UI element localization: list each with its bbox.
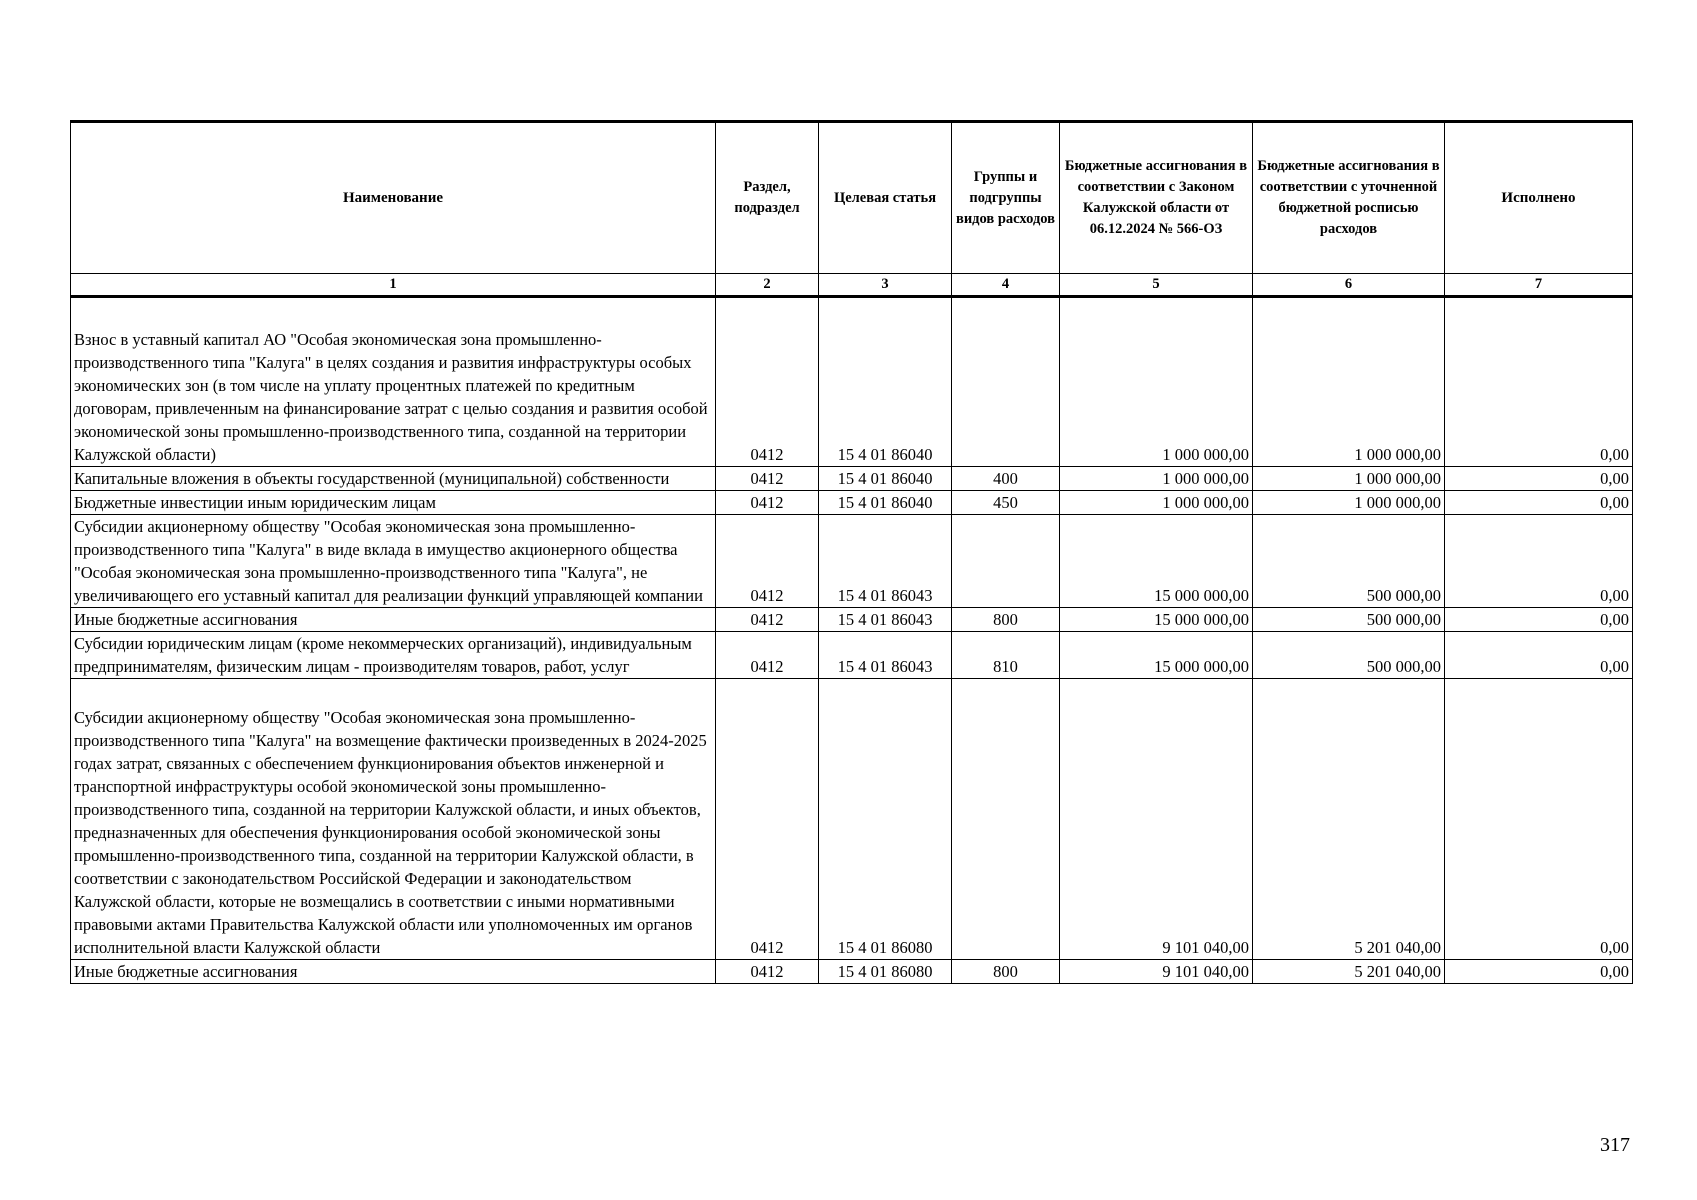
- row-law-amount: 1 000 000,00: [1060, 491, 1253, 515]
- row-executed-amount: 0,00: [1445, 679, 1633, 960]
- budget-table: [70, 120, 1633, 984]
- row-target: 15 4 01 86043: [819, 608, 952, 632]
- row-target: 15 4 01 86043: [819, 632, 952, 679]
- row-law-amount: 1 000 000,00: [1060, 467, 1253, 491]
- header-target: Целевая статья: [819, 122, 952, 274]
- row-revised-amount: 500 000,00: [1253, 608, 1445, 632]
- row-name: Субсидии юридическим лицам (кроме некоммерческих организаций), индивидуальным предпринимателям, физическим лицам - производителям товаров, работ, услуг: [71, 632, 716, 679]
- row-name: Субсидии акционерному обществу "Особая экономическая зона промышленно-производственного типа "Калуга" на возмещение фактически произведенных в 2024-2025 годах затрат, связанных с обеспечением функционирования объектов инженерной и транспортной инфраструктуры особой экономической зоны промышленно-производственного типа, созданной на территории Калужской области, и иных объектов, предназначенных для обеспечения функционирования особой экономической зоны промышленно-производственного типа, созданной на территории Калужской области, в соответствии с законодательством Российской Федерации и законодательством Калужской области, которые не возмещались в соответствии с иными нормативными правовыми актами Правительства Калужской области или уполномоченных им органов исполнительной власти Калужской области: [71, 679, 716, 960]
- row-executed-amount: 0,00: [1445, 491, 1633, 515]
- row-law-amount: 9 101 040,00: [1060, 679, 1253, 960]
- row-group: [952, 679, 1060, 960]
- header-law-allocation: Бюджетные ассигнования в соответствии с Законом Калужской области от 06.12.2024 № 566-ОЗ: [1060, 122, 1253, 274]
- row-executed-amount: 0,00: [1445, 515, 1633, 608]
- column-number: 3: [819, 274, 952, 297]
- row-revised-amount: 5 201 040,00: [1253, 960, 1445, 984]
- column-number: 7: [1445, 274, 1633, 297]
- row-revised-amount: 5 201 040,00: [1253, 679, 1445, 960]
- row-section: 0412: [716, 608, 819, 632]
- column-number-row: [71, 274, 1633, 297]
- row-group: 400: [952, 467, 1060, 491]
- row-target: 15 4 01 86080: [819, 960, 952, 984]
- row-section: 0412: [716, 632, 819, 679]
- header-revised-allocation: Бюджетные ассигнования в соответствии с уточненной бюджетной росписью расходов: [1253, 122, 1445, 274]
- row-name: Бюджетные инвестиции иным юридическим лицам: [71, 491, 716, 515]
- row-name: Иные бюджетные ассигнования: [71, 960, 716, 984]
- header-section: Раздел, подраздел: [716, 122, 819, 274]
- row-group: 810: [952, 632, 1060, 679]
- row-law-amount: 9 101 040,00: [1060, 960, 1253, 984]
- row-revised-amount: 500 000,00: [1253, 515, 1445, 608]
- row-section: 0412: [716, 297, 819, 467]
- row-group: 800: [952, 608, 1060, 632]
- header-group: Группы и подгруппы видов расходов: [952, 122, 1060, 274]
- table-row: [71, 960, 1633, 984]
- page-number: 317: [1600, 1134, 1630, 1156]
- row-section: 0412: [716, 515, 819, 608]
- row-executed-amount: 0,00: [1445, 960, 1633, 984]
- row-law-amount: 15 000 000,00: [1060, 608, 1253, 632]
- row-section: 0412: [716, 467, 819, 491]
- row-target: 15 4 01 86040: [819, 467, 952, 491]
- row-executed-amount: 0,00: [1445, 297, 1633, 467]
- table-row: [71, 515, 1633, 608]
- row-revised-amount: 500 000,00: [1253, 632, 1445, 679]
- row-group: 450: [952, 491, 1060, 515]
- column-number: 1: [71, 274, 716, 297]
- row-executed-amount: 0,00: [1445, 608, 1633, 632]
- row-executed-amount: 0,00: [1445, 467, 1633, 491]
- header-executed: Исполнено: [1445, 122, 1633, 274]
- row-group: [952, 515, 1060, 608]
- row-target: 15 4 01 86040: [819, 491, 952, 515]
- column-number: 2: [716, 274, 819, 297]
- table-row: [71, 679, 1633, 960]
- row-section: 0412: [716, 960, 819, 984]
- row-target: 15 4 01 86080: [819, 679, 952, 960]
- column-number: 6: [1253, 274, 1445, 297]
- table-row: [71, 632, 1633, 679]
- row-section: 0412: [716, 679, 819, 960]
- row-target: 15 4 01 86040: [819, 297, 952, 467]
- row-group: [952, 297, 1060, 467]
- table-row: [71, 297, 1633, 467]
- table-row: [71, 608, 1633, 632]
- row-name: Иные бюджетные ассигнования: [71, 608, 716, 632]
- row-revised-amount: 1 000 000,00: [1253, 297, 1445, 467]
- row-law-amount: 15 000 000,00: [1060, 515, 1253, 608]
- row-name: Капитальные вложения в объекты государственной (муниципальной) собственности: [71, 467, 716, 491]
- column-number: 4: [952, 274, 1060, 297]
- row-section: 0412: [716, 491, 819, 515]
- row-revised-amount: 1 000 000,00: [1253, 491, 1445, 515]
- column-number: 5: [1060, 274, 1253, 297]
- row-group: 800: [952, 960, 1060, 984]
- row-law-amount: 1 000 000,00: [1060, 297, 1253, 467]
- row-name: Субсидии акционерному обществу "Особая экономическая зона промышленно-производственного типа "Калуга" в виде вклада в имущество акционерного общества "Особая экономическая зона промышленно-производственного типа "Калуга", не увеличивающего его уставный капитал для реализации функций управляющей компании: [71, 515, 716, 608]
- row-target: 15 4 01 86043: [819, 515, 952, 608]
- header-row: [71, 122, 1633, 274]
- table-row: [71, 491, 1633, 515]
- row-law-amount: 15 000 000,00: [1060, 632, 1253, 679]
- row-name: Взнос в уставный капитал АО "Особая экономическая зона промышленно-производственного типа "Калуга" в целях создания и развития инфраструктуры особых экономических зон (в том числе на уплату процентных платежей по кредитным договорам, привлеченным на финансирование затрат с целью создания и развития особой экономической зоны промышленно-производственного типа, созданной на территории Калужской области): [71, 297, 716, 467]
- row-executed-amount: 0,00: [1445, 632, 1633, 679]
- table-row: [71, 467, 1633, 491]
- row-revised-amount: 1 000 000,00: [1253, 467, 1445, 491]
- header-name: Наименование: [71, 122, 716, 274]
